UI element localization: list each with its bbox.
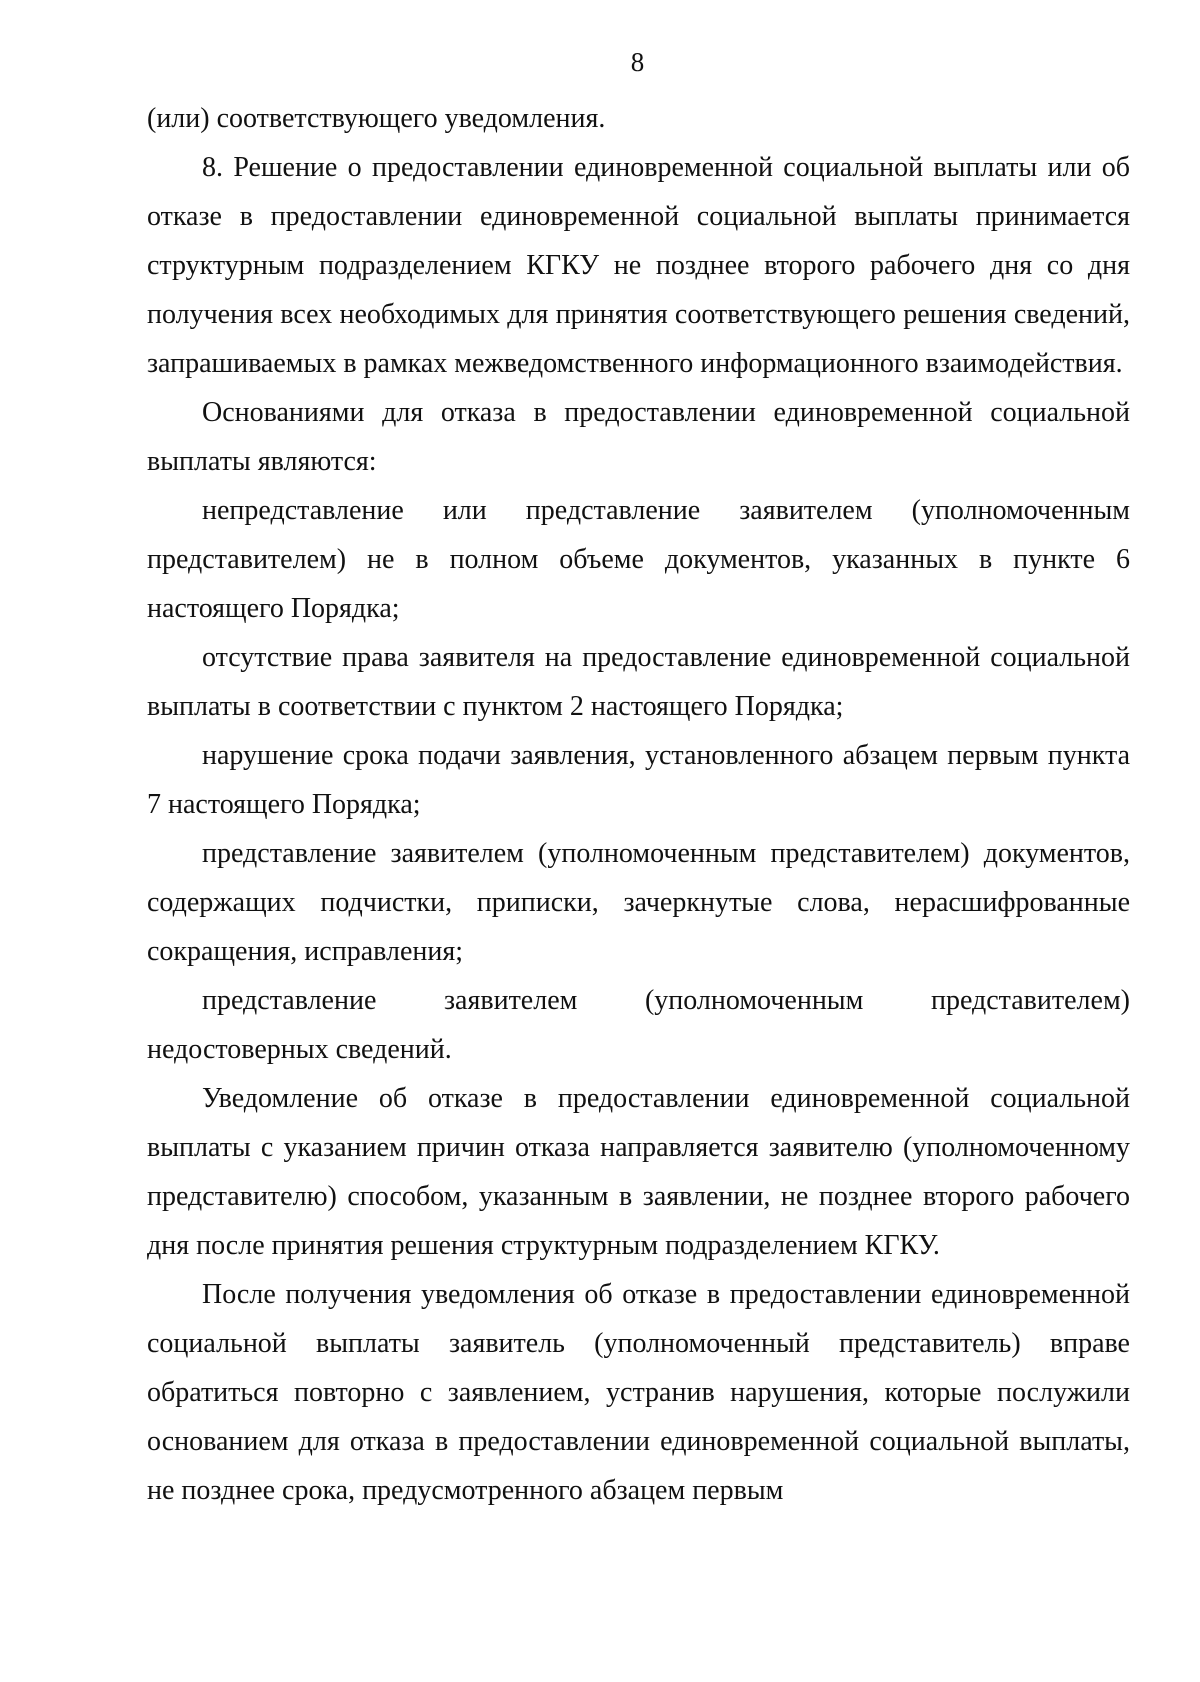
paragraph-item-8-decision: 8. Решение о предоставлении единовременной социальной выплаты или об отказе в предоставлении единовременной социальной выплаты принимается структурным подразделением КГКУ не позднее второго рабочего дня со дня получения всех необходимых для принятия соответствующего решения сведений, запрашиваемых в рамках межведомственного информационного взаимодействия. <box>147 152 1130 379</box>
paragraph-continuation: (или) соответствующего уведомления. <box>147 103 606 134</box>
document-body <box>147 94 1130 1515</box>
page-number: 8 <box>630 47 645 77</box>
paragraph-ground-corrected-documents: представление заявителем (уполномоченным представителем) документов, содержащих подчистки, приписки, зачеркнутые слова, нерасшифрованные сокращения, исправления; <box>147 838 1130 967</box>
paragraph-ground-false-information: представление заявителем (уполномоченным представителем) недостоверных сведений. <box>147 985 1130 1065</box>
paragraph-refusal-grounds-intro: Основаниями для отказа в предоставлении единовременной социальной выплаты являются: <box>147 397 1130 477</box>
paragraph-repeat-application: После получения уведомления об отказе в предоставлении единовременной социальной выплаты заявитель (уполномоченный представитель) вправе обратиться повторно с заявлением, устранив нарушения, которые послужили основанием для отказа в предоставлении единовременной социальной выплаты, не позднее срока, предусмотренного абзацем первым <box>147 1279 1130 1506</box>
paragraph-refusal-notification: Уведомление об отказе в предоставлении единовременной социальной выплаты с указанием причин отказа направляется заявителю (уполномоченному представителю) способом, указанным в заявлении, не позднее второго рабочего дня после принятия решения структурным подразделением КГКУ. <box>147 1083 1130 1261</box>
paragraph-ground-no-right: отсутствие права заявителя на предоставление единовременной социальной выплаты в соответствии с пунктом 2 настоящего Порядка; <box>147 642 1130 722</box>
paragraph-ground-documents-missing: непредставление или представление заявителем (уполномоченным представителем) не в полном объеме документов, указанных в пункте 6 настоящего Порядка; <box>147 495 1130 624</box>
paragraph-ground-deadline-violation: нарушение срока подачи заявления, установленного абзацем первым пункта 7 настоящего Порядка; <box>147 740 1130 820</box>
